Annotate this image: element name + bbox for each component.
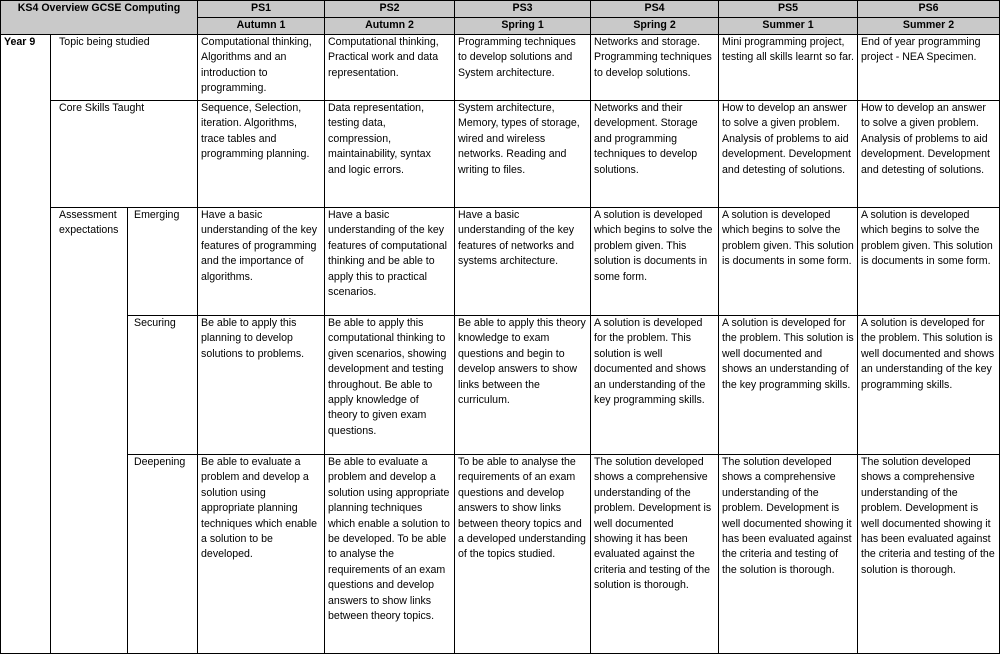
row-label-assessment: Assessment expectations [51, 208, 128, 654]
column-header-ps: PS5 [719, 1, 858, 18]
table-cell: Computational thinking, Algorithms and an introduction to programming. [198, 35, 325, 101]
table-cell: How to develop an answer to solve a given problem. Analysis of problems to aid development. Development and detesting of solutions. [719, 101, 858, 208]
column-header-term: Autumn 1 [198, 18, 325, 35]
table-cell: A solution is developed which begins to solve the problem given. This solution is documents in some form. [719, 208, 858, 316]
level-label-deepening: Deepening [128, 455, 198, 654]
column-header-term: Summer 1 [719, 18, 858, 35]
table-cell: Data representation, testing data, compression, maintainability, syntax and logic errors. [325, 101, 455, 208]
column-header-term: Spring 1 [455, 18, 591, 35]
table-cell: Be able to apply this computational thinking to given scenarios, showing development and testing throughout. Be able to apply knowledge of theory to given exam questions. [325, 316, 455, 455]
table-row [1, 35, 1000, 101]
table-cell: Have a basic understanding of the key features of networks and systems architecture. [455, 208, 591, 316]
table-cell: End of year programming project - NEA Specimen. [858, 35, 1000, 101]
row-label-topic: Topic being studied [51, 35, 198, 101]
table-cell: Computational thinking, Practical work and data representation. [325, 35, 455, 101]
table-cell: To be able to analyse the requirements of an exam questions and develop answers to show links between theory topics and a developed understanding of the topics studied. [455, 455, 591, 654]
table-cell: Networks and storage. Programming techniques to develop solutions. [591, 35, 719, 101]
column-header-ps: PS2 [325, 1, 455, 18]
table-row [1, 455, 1000, 654]
table-title: KS4 Overview GCSE Computing [1, 1, 198, 35]
column-header-ps: PS4 [591, 1, 719, 18]
table-cell: A solution is developed for the problem. This solution is well documented and shows an understanding of the key programming skills. [719, 316, 858, 455]
table-cell: System architecture, Memory, types of storage, wired and wireless networks. Reading and writing to files. [455, 101, 591, 208]
table-cell: Have a basic understanding of the key features of programming and the importance of algorithms. [198, 208, 325, 316]
table-cell: Programming techniques to develop solutions and System architecture. [455, 35, 591, 101]
table-cell: Be able to evaluate a problem and develop a solution using appropriate planning techniques which enable a solution to be developed. [198, 455, 325, 654]
table-cell: A solution is developed which begins to solve the problem given. This solution is documents in some form. [858, 208, 1000, 316]
row-label-core-skills: Core Skills Taught [51, 101, 198, 208]
table-cell: A solution is developed which begins to solve the problem given. This solution is documents in some form. [591, 208, 719, 316]
table-row [1, 101, 1000, 208]
table-cell: Have a basic understanding of the key features of computational thinking and be able to apply this to practical scenarios. [325, 208, 455, 316]
table-cell: Mini programming project, testing all skills learnt so far. [719, 35, 858, 101]
table-cell: The solution developed shows a comprehensive understanding of the problem. Development is well documented showing it has been evaluated against the criteria and testing of the solution is thorough. [858, 455, 1000, 654]
table-cell: Be able to apply this theory knowledge to exam questions and begin to develop answers to show links between the curriculum. [455, 316, 591, 455]
table-row [1, 208, 1000, 316]
column-header-term: Autumn 2 [325, 18, 455, 35]
table-cell: A solution is developed for the problem. This solution is well documented and shows an understanding of the key programming skills. [858, 316, 1000, 455]
level-label-securing: Securing [128, 316, 198, 455]
table-cell: Be able to apply this planning to develop solutions to problems. [198, 316, 325, 455]
column-header-term: Summer 2 [858, 18, 1000, 35]
column-header-ps: PS6 [858, 1, 1000, 18]
table-cell: How to develop an answer to solve a given problem. Analysis of problems to aid development. Development and detesting of solutions. [858, 101, 1000, 208]
table-cell: The solution developed shows a comprehensive understanding of the problem. Development is well documented showing it has been evaluated against the criteria and testing of the solution is thorough. [591, 455, 719, 654]
table-cell: A solution is developed for the problem. This solution is well documented and shows an understanding of the key programming skills. [591, 316, 719, 455]
table-row [1, 316, 1000, 455]
table-cell: Networks and their development. Storage and programming techniques to develop solutions. [591, 101, 719, 208]
column-header-ps: PS3 [455, 1, 591, 18]
level-label-emerging: Emerging [128, 208, 198, 316]
year-label: Year 9 [1, 35, 51, 654]
table-cell: The solution developed shows a comprehensive understanding of the problem. Development is well documented showing it has been evaluated against the criteria and testing of the solution is thorough. [719, 455, 858, 654]
column-header-term: Spring 2 [591, 18, 719, 35]
table-cell: Be able to evaluate a problem and develop a solution using appropriate planning techniques which enable a solution to be developed. To be able to analyse the requirements of an exam questions and develop answers to show links between theory topics. [325, 455, 455, 654]
table-cell: Sequence, Selection, iteration. Algorithms, trace tables and programming planning. [198, 101, 325, 208]
column-header-ps: PS1 [198, 1, 325, 18]
